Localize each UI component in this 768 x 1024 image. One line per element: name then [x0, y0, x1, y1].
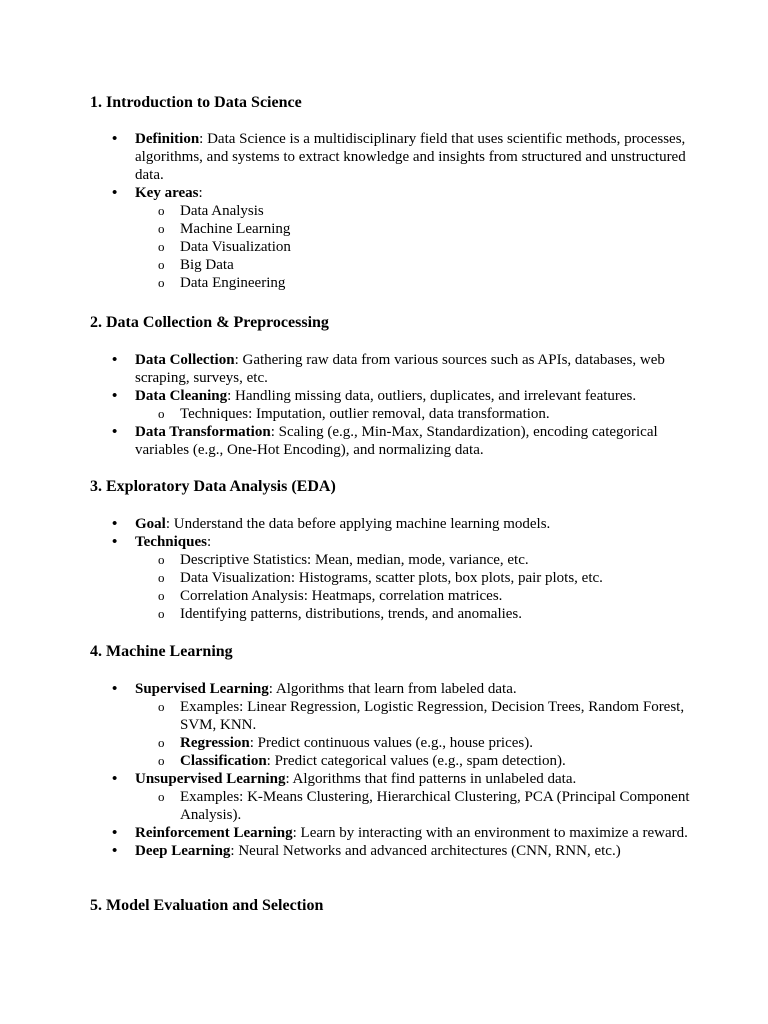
bullet-text: : Learn by interacting with an environment to maximize a reward. [292, 825, 688, 841]
sub-item-text: Big Data [180, 257, 234, 273]
sub-item [135, 752, 690, 770]
section-introduction [90, 93, 690, 292]
sub-item-text: Machine Learning [180, 221, 291, 237]
sub-item-text: Examples: Linear Regression, Logistic Regression, Decision Trees, Random Forest, SVM, KNN. [180, 699, 685, 733]
bullet-list [90, 130, 690, 292]
sub-list [135, 551, 690, 623]
sub-item-text: : Predict continuous values (e.g., house prices). [249, 735, 533, 751]
sub-list [135, 698, 690, 770]
bullet-term: Data Cleaning [135, 388, 228, 404]
sub-item [135, 734, 690, 752]
bullet-term: Unsupervised Learning [135, 771, 286, 787]
sub-list [135, 788, 690, 824]
sub-item-term: Regression [180, 735, 250, 751]
sub-item [135, 238, 690, 256]
sub-item-text: Data Visualization [180, 239, 291, 255]
sub-item [135, 551, 690, 569]
bullet-text: : [198, 185, 203, 201]
bullet-text: : Algorithms that find patterns in unlabeled data. [285, 771, 577, 787]
sub-item [135, 405, 690, 423]
section-heading: 5. Model Evaluation and Selection [90, 897, 324, 914]
section-eda [90, 477, 690, 623]
sub-item-text: Data Visualization: Histograms, scatter plots, box plots, pair plots, etc. [180, 570, 603, 586]
bullet-item [90, 515, 690, 533]
sub-item-text: Data Analysis [180, 203, 264, 219]
sub-item-text: Correlation Analysis: Heatmaps, correlation matrices. [180, 588, 503, 604]
bullet-list [90, 680, 690, 860]
bullet-term: Key areas [135, 185, 199, 201]
bullet-item [90, 387, 690, 423]
bullet-text: : [206, 534, 212, 550]
section-heading: 2. Data Collection & Preprocessing [90, 314, 329, 331]
section-heading: 1. Introduction to Data Science [90, 94, 302, 111]
bullet-term: Goal [135, 516, 166, 532]
section-model-evaluation [90, 896, 690, 916]
sub-item [135, 274, 690, 292]
sub-item-text: Identifying patterns, distributions, trends, and anomalies. [180, 606, 523, 622]
bullet-term: Techniques [135, 534, 207, 550]
bullet-term: Data Collection [135, 352, 235, 368]
sub-item-text: Examples: K-Means Clustering, Hierarchical Clustering, PCA (Principal Component Analysis). [180, 789, 690, 823]
bullet-item [90, 770, 690, 824]
bullet-item [90, 423, 690, 459]
bullet-item [90, 842, 690, 860]
section-heading: 3. Exploratory Data Analysis (EDA) [90, 478, 336, 495]
bullet-text: : Understand the data before applying machine learning models. [165, 516, 551, 532]
sub-list [135, 405, 690, 423]
sub-item [135, 202, 690, 220]
bullet-text: : Gathering raw data from various sources such as APIs, databases, web scraping, surveys, etc. [135, 352, 665, 386]
bullet-text: : Handling missing data, outliers, duplicates, and irrelevant features. [227, 388, 637, 404]
section-heading: 4. Machine Learning [90, 643, 233, 660]
sub-item-text: Descriptive Statistics: Mean, median, mode, variance, etc. [180, 552, 529, 568]
sub-item-term: Classification [180, 753, 267, 769]
sub-list [135, 202, 690, 292]
bullet-term: Reinforcement Learning [135, 825, 293, 841]
bullet-term: Data Transformation [135, 424, 271, 440]
bullet-item [90, 184, 690, 292]
sub-item [135, 569, 690, 587]
bullet-item [90, 680, 690, 770]
sub-item [135, 605, 690, 623]
bullet-item [90, 824, 690, 842]
bullet-item [90, 130, 690, 184]
sub-item [135, 788, 690, 824]
bullet-text: : Neural Networks and advanced architectures (CNN, RNN, etc.) [230, 843, 621, 859]
sub-item-text: Techniques: Imputation, outlier removal, data transformation. [180, 406, 550, 422]
sub-item [135, 698, 690, 734]
section-data-collection [90, 313, 690, 459]
bullet-text: : Algorithms that learn from labeled data. [268, 681, 517, 697]
bullet-list [90, 351, 690, 459]
sub-item [135, 256, 690, 274]
bullet-term: Supervised Learning [135, 681, 269, 697]
bullet-item [90, 351, 690, 387]
bullet-text: : Scaling (e.g., Min-Max, Standardization), encoding categorical variables (e.g., One-Hot Encoding), and normalizing data. [135, 424, 658, 458]
sub-item-text: Data Engineering [180, 275, 286, 291]
bullet-term: Deep Learning [135, 843, 231, 859]
bullet-text: : Data Science is a multidisciplinary field that uses scientific methods, processes, algorithms, and systems to extract knowledge and insights from structured and unstructured data. [135, 131, 686, 183]
sub-item [135, 587, 690, 605]
sub-item-text: : Predict categorical values (e.g., spam detection). [266, 753, 566, 769]
section-machine-learning [90, 642, 690, 860]
bullet-list [90, 515, 690, 623]
sub-item [135, 220, 690, 238]
bullet-term: Definition [135, 131, 200, 147]
bullet-item [90, 533, 690, 623]
